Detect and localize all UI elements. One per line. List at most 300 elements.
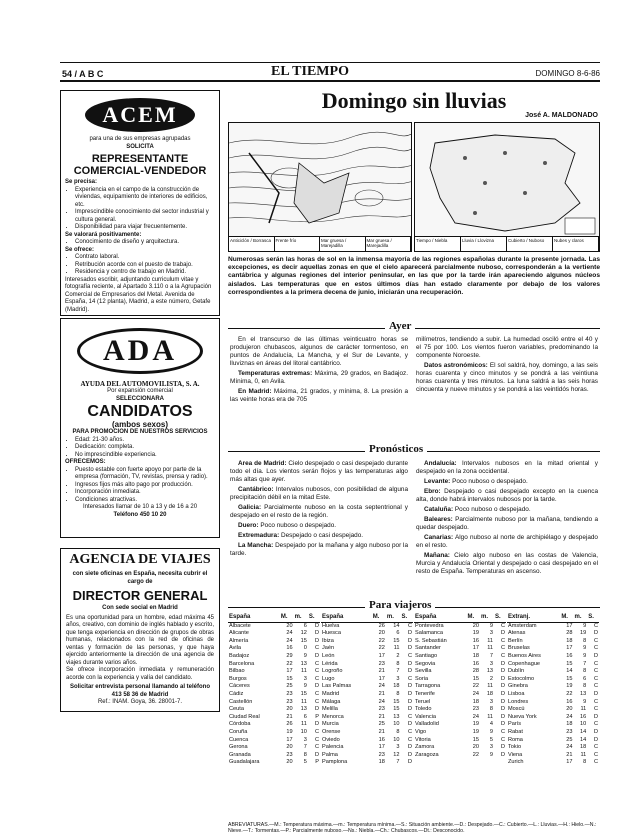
value-cell: 20 [472,622,480,629]
value-cell: 8 [303,751,307,758]
value-cell: 28 [472,668,480,675]
value-cell: D [314,630,319,637]
pron-label: Levante: [424,478,451,485]
pron-text: Despejado por la mañana y algo nuboso por la tarde. [230,542,409,557]
value-cell: 22 [472,683,480,690]
value-cell: C [314,690,319,697]
forecast-map [414,122,600,252]
value-cell: 25 [378,721,385,728]
value-cell: D [407,744,412,751]
city-cell: Teruel [415,698,431,705]
viajes-ad [60,548,220,712]
city-cell: Zamora [415,744,435,751]
value-cell: C [500,652,505,659]
pron-text: Parcialmente nuboso en la costa septentrional y despejado en el resto de la región. [230,504,408,519]
value-cell: 0 [303,645,307,652]
table-row [507,638,599,646]
value-cell: 10 [580,721,587,728]
ada-title: CANDIDATOS [87,403,193,420]
legend-item: Nubes y claros [553,237,599,251]
city-cell: Melilla [322,706,338,713]
value-cell: 9 [303,683,307,690]
city-cell: Lugo [322,675,335,682]
pron-text: Cielo algo nuboso en las costas de Valencia, Murcia y Andalucía Oriental y despejado o casi despejado en el resto de España. Temperaturas en ascenso. [416,552,598,575]
ada-req: • Edad: 21-30 años. [75,437,215,445]
value-cell: 8 [396,660,400,667]
value-cell: 9 [583,645,587,652]
table-row [507,744,599,752]
value-cell: 8 [583,759,587,766]
pron-label: Area de Madrid: [238,460,287,467]
value-cell: 3 [396,675,400,682]
table-row [321,622,413,630]
value-cell: C [593,675,598,682]
city-cell: Cádiz [229,690,244,697]
value-cell: 26 [378,622,385,629]
table-row [414,744,506,752]
legend-item: Lluvia / Llovizna [461,237,507,251]
pron-label: Mañana: [424,552,450,559]
ayer-col-left [230,336,408,406]
value-cell: D [500,660,505,667]
table-row [228,683,320,691]
table-row [414,622,506,630]
value-cell: 20 [378,630,385,637]
value-cell: C [593,721,598,728]
value-cell: C [500,645,505,652]
ada-off: • Condiciones atractivas. [75,497,215,505]
city-cell: Londres [508,698,529,705]
table-row [321,668,413,676]
ayer-p5-label: Datos astronómicos: [424,362,488,369]
table-row [414,737,506,745]
viajes-sede: Con sede social en Madrid [102,605,178,611]
value-cell: 20 [286,744,293,751]
pron-text: Intervalos nubosos, con posibilidad de alguna precipitación débil en la mitad Este. [230,486,408,501]
value-cell: 16 [566,698,573,705]
value-cell: 17 [378,652,385,659]
city-cell: Burgos [229,675,247,682]
value-cell: D [500,668,505,675]
table-row [507,676,599,684]
table-header-cell: España [321,614,372,622]
value-cell: 15 [393,698,400,705]
value-cell: 25 [566,736,573,743]
value-cell: 11 [301,698,307,705]
value-cell: 15 [393,637,400,644]
value-cell: D [500,744,505,751]
viajes-contact: Solicitar entrevista personal llamando al teléfono 413 58 36 de Madrid [69,684,211,698]
value-cell: 28 [566,630,573,637]
value-cell: 21 [566,751,573,758]
value-cell: 18 [472,698,480,705]
pron-label: Duero: [238,522,259,529]
table-row [321,645,413,653]
table-row [321,638,413,646]
pron-label: Canarias: [424,534,454,541]
value-cell: 8 [583,683,587,690]
city-cell: Buenos Aires [508,652,541,659]
value-cell: 24 [378,698,385,705]
value-cell: 12 [393,751,400,758]
table-row [228,729,320,737]
table-row [414,645,506,653]
value-cell: 24 [286,637,293,644]
value-cell: 17 [566,759,573,766]
pron-heading: Pronósticos [365,443,427,455]
value-cell: D [593,736,598,743]
value-cell: 20 [286,759,293,766]
value-cell: 24 [566,713,573,720]
value-cell: 3 [303,736,307,743]
value-cell: 21 [378,668,385,675]
city-cell: Albacete [229,622,251,629]
value-cell: 16 [566,652,573,659]
city-cell: París [508,721,522,728]
table-row [321,699,413,707]
value-cell: C [593,744,598,751]
city-cell: Ginebra [508,683,528,690]
value-cell: 9 [489,728,494,735]
value-cell: D [314,721,319,728]
value-cell: D [314,751,319,758]
table-row [507,668,599,676]
table-header-cell: M. [560,614,573,622]
value-cell: 7 [583,660,587,667]
header-rule [60,80,600,82]
table-row [228,676,320,684]
value-cell: D [500,683,505,690]
city-cell: Castellón [229,698,253,705]
table-row [507,706,599,714]
city-cell: Nueva York [508,713,537,720]
table-row [414,661,506,669]
value-cell: 5 [303,759,307,766]
value-cell: C [407,713,412,720]
ada-req: • No imprescindible experiencia. [75,452,215,460]
value-cell: 14 [580,736,587,743]
legend-item: Tiempo / Niebla [415,237,461,251]
value-cell: D [593,713,598,720]
city-cell: Zaragoza [415,751,439,758]
table-row [414,714,506,722]
city-cell: Palencia [322,744,344,751]
city-cell: Berlín [508,637,523,644]
city-cell: Palma [322,751,338,758]
table-row [228,638,320,646]
value-cell: 12 [300,630,307,637]
value-cell: 22 [378,637,385,644]
value-cell: 13 [580,690,587,697]
city-cell: S. Sebastián [415,637,447,644]
value-cell: 17 [378,675,385,682]
value-cell: 3 [489,698,494,705]
table-row [414,653,506,661]
city-cell: Logroño [322,668,343,675]
ayer-col-right [416,336,598,396]
city-cell: Roma [508,736,523,743]
value-cell: D [407,698,412,705]
table-row [414,729,506,737]
value-cell: D [314,652,319,659]
value-cell: 7 [396,668,400,675]
value-cell: 18 [486,690,494,697]
value-cell: C [500,637,505,644]
value-cell: 14 [393,622,400,629]
table-header-cell: m. [480,614,494,622]
acem-val: • Conocimiento de diseño y arquitectura. [75,239,215,247]
value-cell: C [593,668,598,675]
table-header-cell: S. [401,614,414,622]
city-cell: Granada [229,751,251,758]
value-cell: 11 [487,683,494,690]
value-cell: D [500,675,505,682]
value-cell: 16 [472,637,480,644]
table-row [321,706,413,714]
value-cell: 9 [583,622,587,629]
ada-req: • Dedicación: completa. [75,444,215,452]
acem-intro: para una de sus empresas agrupadas [89,136,191,142]
table-row [507,630,599,638]
value-cell: 8 [489,706,494,713]
value-cell: 20 [286,622,293,629]
acem-ad [60,90,220,316]
value-cell: 11 [301,721,307,728]
table-row [414,683,506,691]
table-row [414,668,506,676]
value-cell: 15 [300,637,307,644]
city-cell: Amsterdam [508,622,537,629]
value-cell: 6 [396,630,400,637]
value-cell: 21 [378,728,385,735]
table-row [507,653,599,661]
table-row [414,691,506,699]
ada-company: AYUDA DEL AUTOMOVILISTA, S. A. [80,380,200,388]
value-cell: 19 [566,683,573,690]
value-cell: D [500,690,505,697]
value-cell: 18 [472,652,480,659]
value-cell: 14 [566,668,573,675]
table-row [507,622,599,630]
city-cell: Copenhague [508,660,541,667]
city-cell: Almería [229,637,249,644]
value-cell: C [314,736,319,743]
ada-off: • Incorporación inmediata. [75,489,215,497]
value-cell: D [593,690,598,697]
value-cell: D [500,698,505,705]
table-row [507,661,599,669]
pron-label: Andalucía: [424,460,457,467]
table-row [228,721,320,729]
city-cell: Toledo [415,706,432,713]
city-cell: Córdoba [229,721,251,728]
table-row [228,737,320,745]
value-cell: 13 [300,706,307,713]
pron-text: Despejado o casi despejado excepto en la cuenca alta, donde habrá intervalos nubosos por la tarde. [416,488,598,503]
legend-item: Frente frío [275,237,321,251]
city-cell: Zurich [508,759,524,766]
table-row [321,729,413,737]
value-cell: 17 [566,645,573,652]
value-cell: 9 [583,698,587,705]
acem-title: REPRESENTANTE COMERCIAL-VENDEDOR [73,153,207,177]
table-row [228,661,320,669]
pron-label: Baleares: [424,516,453,523]
value-cell: 5 [489,736,494,743]
value-cell: C [593,706,598,713]
pron-text: Despejado o casi despejado. [280,532,364,539]
city-cell: Ibiza [322,637,334,644]
table-row [228,630,320,638]
table-row [414,699,506,707]
value-cell: C [314,645,319,652]
city-cell: Murcia [322,721,339,728]
value-cell: C [407,736,412,743]
value-cell: C [407,728,412,735]
value-cell: 16 [472,660,480,667]
value-cell: 16 [580,713,587,720]
value-cell: D [407,721,412,728]
value-cell: 11 [487,713,494,720]
table-row [228,706,320,714]
value-cell: 11 [301,668,307,675]
city-cell: Guadalajara [229,759,260,766]
value-cell: D [407,645,412,652]
value-cell: 18 [566,721,573,728]
value-cell: 24 [286,630,293,637]
value-cell: C [314,668,319,675]
value-cell: D [407,759,412,766]
weather-maps [228,122,600,252]
viajeros-table [414,614,506,759]
value-cell: C [593,660,598,667]
table-header-cell: España [414,614,467,622]
table-row [228,668,320,676]
viajeros-table [507,614,599,767]
value-cell: 17 [378,744,385,751]
value-cell: P [315,713,319,720]
pron-text: Intervalos nubosos en la mitad oriental y despejado en la zona occidental. [416,460,598,475]
article-headline: Domingo sin lluvias [321,88,507,113]
table-row [321,653,413,661]
value-cell: D [407,690,412,697]
value-cell: D [500,721,505,728]
value-cell: 14 [580,728,587,735]
value-cell: D [500,751,505,758]
value-cell: 23 [378,706,385,713]
ada-sel: SELECCIONARA [115,395,164,402]
table-row [228,653,320,661]
city-cell: Lisboa [508,690,525,697]
city-cell: Atenas [508,630,526,637]
value-cell: 3 [396,744,400,751]
value-cell: D [407,668,412,675]
value-cell: D [407,637,412,644]
value-cell: 21 [286,713,293,720]
value-cell: 21 [378,690,385,697]
acem-logo: ACEM [85,98,195,132]
ayer-p3: Máxima, 21 grados, y mínima, 8. La presión a las veinte horas era de 705 [230,388,408,403]
value-cell: 6 [583,675,587,682]
value-cell: 23 [566,728,573,735]
value-cell: 19 [580,630,587,637]
value-cell: 9 [303,652,307,659]
table-header-cell: m. [386,614,401,622]
table-row [228,691,320,699]
pron-text: Poco nuboso o despejado. [454,506,531,513]
value-cell: 3 [489,630,494,637]
pron-label: Galicia: [238,504,262,511]
value-cell: 17 [566,622,573,629]
table-row [507,752,599,760]
value-cell: 22 [472,751,480,758]
value-cell: D [407,630,412,637]
table-row [507,721,599,729]
ada-off: • Ingresos fijos más alto pago por producción. [75,482,215,490]
value-cell: 29 [286,652,293,659]
city-cell: León [322,652,335,659]
value-cell: D [407,660,412,667]
table-header-cell: S. [494,614,506,622]
pron-label: Extremadura: [238,532,280,539]
table-row [321,759,413,767]
table-row [414,630,506,638]
acem-contact: Interesados escribir, adjuntando curriculum vitae y fotografía reciente, al Apartado 3.110 o a la Agrupación Comercial de Empresarios del Metal. Avenida de España, 14 (12 planta), Madrid, a este número, Getafe (Madrid). [65,276,212,313]
table-header-cell: M. [372,614,386,622]
table-row [228,622,320,630]
city-cell: Huesca [322,630,341,637]
value-cell: 10 [393,736,400,743]
isobar-map [228,122,412,252]
city-cell: Menorca [322,713,344,720]
table-header-cell: m. [574,614,588,622]
city-cell: Pontevedra [415,622,444,629]
value-cell: 2 [489,675,494,682]
ayer-heading: Ayer [385,320,415,332]
table-header-cell: M. [467,614,481,622]
value-cell: 15 [566,660,573,667]
city-cell: Avila [229,645,242,652]
value-cell: 17 [472,645,480,652]
pron-text: Poco nuboso o despejado. [452,478,528,485]
section-title: EL TIEMPO [271,64,349,79]
table-row [507,645,599,653]
value-cell: D [500,713,505,720]
city-cell: Santiago [415,652,438,659]
table-header-cell: M. [280,614,294,622]
top-rule [60,62,600,63]
value-cell: 9 [489,751,494,758]
acem-off: • Retribución acorde con el puesto de trabajo. [75,262,215,270]
ada-off: • Puesto estable con fuerte apoyo por parte de la empresa (formación, TV, revistas, prensa y radio). [75,467,215,482]
table-row [228,714,320,722]
table-row [507,691,599,699]
value-cell: 20 [566,706,573,713]
city-cell: Sevilla [415,668,432,675]
table-row [321,721,413,729]
value-cell: 24 [472,690,480,697]
city-cell: Soria [415,675,429,682]
value-cell: C [593,759,598,766]
value-cell: 11 [580,706,587,713]
legend-item: Cubierto / Nuboso [507,237,553,251]
table-header-cell: España [228,614,280,622]
value-cell: 23 [378,660,385,667]
city-cell: Rabat [508,728,523,735]
value-cell: 11 [487,645,494,652]
value-cell: 11 [580,751,587,758]
table-header-cell: S. [587,614,599,622]
